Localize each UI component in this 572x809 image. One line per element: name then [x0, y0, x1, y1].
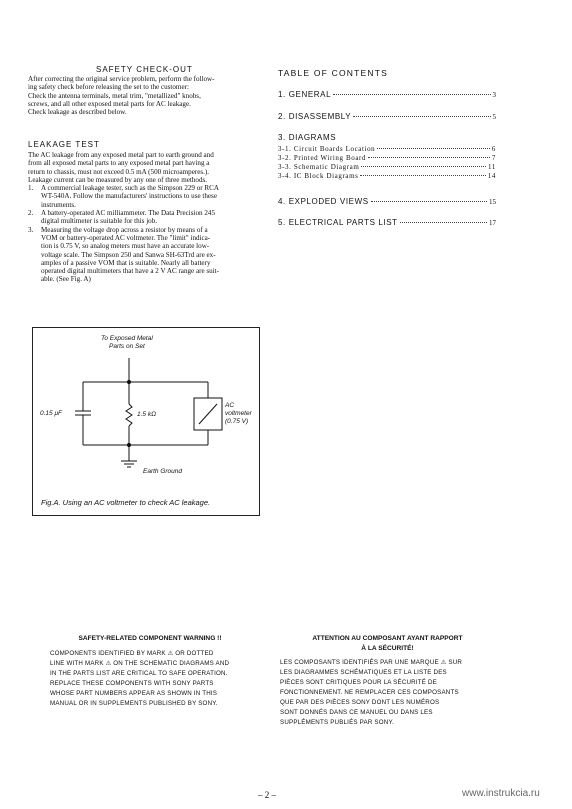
toc-title: TABLE OF CONTENTS: [278, 68, 388, 78]
method-list: [28, 184, 260, 284]
voltmeter-label-3: (0.75 V): [225, 418, 249, 425]
toc-leader: [361, 166, 486, 167]
body-line: digital multimeter is suitable for this job.: [41, 217, 158, 226]
page-number: – 2 –: [258, 790, 276, 800]
body-line: screws, and all other exposed metal parts for AC leakage.: [28, 99, 191, 108]
toc-entry-general[interactable]: [278, 90, 496, 99]
warning-line: WHOSE PART NUMBERS APPEAR AS SHOWN IN THIS: [50, 690, 218, 697]
warning-line: QUE PAR DES PIÈCES SONY DONT LES NUMÉROS: [280, 699, 440, 706]
toc-leader: [377, 148, 490, 149]
body-line: ing safety check before releasing the set to the customer:: [28, 83, 189, 92]
body-line: A commercial leakage tester, such as the Simpson 229 or RCA: [41, 184, 220, 193]
voltmeter-label-2: voltmeter: [225, 410, 252, 417]
warning-line: PIÈCES SONT CRITIQUES POUR LA SÉCURITÉ DE: [280, 679, 437, 686]
toc-subentry-schematic[interactable]: [278, 163, 496, 171]
warning-fr-title: ATTENTION AU COMPOSANT AYANT RAPPORT: [312, 635, 463, 642]
figure-a: [32, 327, 260, 516]
toc-leader: [371, 201, 487, 202]
safety-checkout-title: SAFETY CHECK-OUT: [96, 65, 193, 74]
warning-line: SUPPLÉMENTS PUBLIÉS PAR SONY.: [280, 719, 394, 726]
list-number: 3.: [28, 225, 34, 234]
watermark: www.instrukcia.ru: [462, 788, 540, 799]
leakage-test-body: [28, 151, 260, 284]
toc-entry-label: 2. DISASSEMBLY: [278, 112, 352, 121]
body-line: After correcting the original service problem, perform the follow-: [28, 75, 215, 83]
list-number: 1.: [28, 184, 34, 193]
body-line: instruments.: [41, 200, 76, 209]
toc-leader: [333, 94, 490, 95]
toc-entry-diagrams[interactable]: [278, 133, 496, 142]
warning-en-body: [50, 649, 260, 709]
figure-top-label-2: Parts on Set: [109, 343, 145, 350]
body-line: amples of a passive VOM that is suitable. Nearly all battery: [41, 258, 211, 267]
toc-leader: [360, 175, 485, 176]
toc-entry-exploded-views[interactable]: [278, 197, 496, 206]
toc-entry-page: 14: [487, 172, 496, 180]
toc-entry-page: 7: [491, 154, 496, 162]
body-line: operated digital multimeters that have a 2 V AC range are suit-: [41, 267, 220, 276]
toc-entry-label: 3-2. Printed Wiring Board: [278, 154, 367, 162]
toc-entry-label: 3-1. Circuit Boards Location: [278, 145, 376, 153]
warning-line: REPLACE THESE COMPONENTS WITH SONY PARTS: [50, 680, 214, 687]
list-item: [28, 209, 260, 226]
safety-checkout-body: [28, 75, 260, 116]
toc-entry-label: 4. EXPLODED VIEWS: [278, 197, 369, 206]
toc-entry-page: 11: [488, 163, 496, 171]
warning-line: LES COMPOSANTS IDENTIFIÉS PAR UNE MARQUE ⚠ SUR: [280, 659, 463, 666]
body-line: Check the antenna terminals, metal trim, "metallized" knobs,: [28, 91, 201, 100]
toc-entry-page: 17: [489, 219, 496, 227]
body-line: A battery-operated AC milliammeter. The Data Precision 245: [41, 209, 216, 218]
body-line: able. (See Fig. A): [41, 275, 91, 284]
toc-entry-page: 15: [489, 198, 496, 206]
body-line: from all exposed metal parts to any exposed metal part having a: [28, 159, 210, 168]
toc-entry-label: 3-3. Schematic Diagram: [278, 163, 360, 171]
voltmeter-label-1: AC: [225, 402, 235, 409]
warning-line: COMPONENTS IDENTIFIED BY MARK ⚠ OR DOTTED: [50, 650, 214, 657]
capacitor-label: 0.15 μF: [40, 410, 62, 417]
toc-subentry-circuit-boards[interactable]: [278, 145, 496, 153]
toc-entry-page: 6: [491, 145, 496, 153]
toc-subentry-printed-wiring[interactable]: [278, 154, 496, 162]
resistor-label: 1.5 kΩ: [137, 411, 157, 418]
body-line: voltage scale. The Simpson 250 and Sanwa SH-63Trd are ex-: [41, 250, 216, 259]
toc-entry-page: 3: [492, 91, 496, 99]
warning-line: IN THE PARTS LIST ARE CRITICAL TO SAFE OPERATION.: [50, 670, 228, 677]
warning-line: LINE WITH MARK ⚠ ON THE SCHEMATIC DIAGRAMS AND: [50, 660, 230, 667]
warning-line: LES DIAGRAMMES SCHÉMATIQUES ET LA LISTE DES: [280, 669, 447, 676]
body-line: tion is 0.75 V, so analog meters must have an accurate low-: [41, 242, 210, 251]
toc-leader: [368, 157, 490, 158]
toc-leader: [400, 222, 487, 223]
warning-en-title: SAFETY-RELATED COMPONENT WARNING !!: [78, 635, 222, 642]
toc-entry-electrical-parts[interactable]: [278, 218, 496, 227]
toc-entry-page: 5: [492, 113, 496, 121]
table-of-contents: [278, 84, 496, 244]
body-line: VOM or battery-operated AC voltmeter. The "limit" indica-: [41, 233, 211, 242]
leakage-test-title: LEAKAGE TEST: [28, 140, 100, 149]
body-line: WT-540A. Follow the manufacturers' instructions to use these: [41, 192, 217, 201]
warning-line: FONCTIONNEMENT. NE REMPLACER CES COMPOSANTS: [280, 689, 459, 696]
toc-entry-label: 3-4. IC Block Diagrams: [278, 172, 359, 180]
toc-entry-label: 3. DIAGRAMS: [278, 133, 337, 142]
list-number: 2.: [28, 209, 34, 218]
figure-top-label-1: To Exposed Metal: [101, 335, 153, 342]
list-item: [28, 184, 260, 209]
warning-line: MANUAL OR IN SUPPLEMENTS PUBLISHED BY SONY.: [50, 700, 218, 707]
toc-entry-label: 5. ELECTRICAL PARTS LIST: [278, 218, 398, 227]
toc-entry-disassembly[interactable]: [278, 112, 496, 121]
toc-subentry-ic-block[interactable]: [278, 172, 496, 180]
warning-fr-title-2: À LA SÉCURITÉ!: [361, 645, 414, 652]
toc-entry-label: 1. GENERAL: [278, 90, 332, 99]
warning-line: SONT DONNÉS DANS CE MANUEL OU DANS LES: [280, 709, 433, 716]
body-line: Leakage current can be measured by any one of three methods.: [28, 175, 208, 184]
body-line: The AC leakage from any exposed metal part to earth ground and: [28, 151, 214, 159]
body-line: Measuring the voltage drop across a resistor by means of a: [41, 225, 208, 234]
body-line: return to chassis, must not exceed 0.5 mA (500 microamperes.).: [28, 167, 210, 176]
warning-fr-body: [280, 658, 492, 728]
list-item: [28, 226, 260, 284]
ground-label: Earth Ground: [143, 468, 183, 475]
figure-caption: Fig.A. Using an AC voltmeter to check AC leakage.: [41, 498, 211, 507]
body-line: Check leakage as described below.: [28, 108, 127, 117]
toc-leader: [353, 116, 490, 117]
